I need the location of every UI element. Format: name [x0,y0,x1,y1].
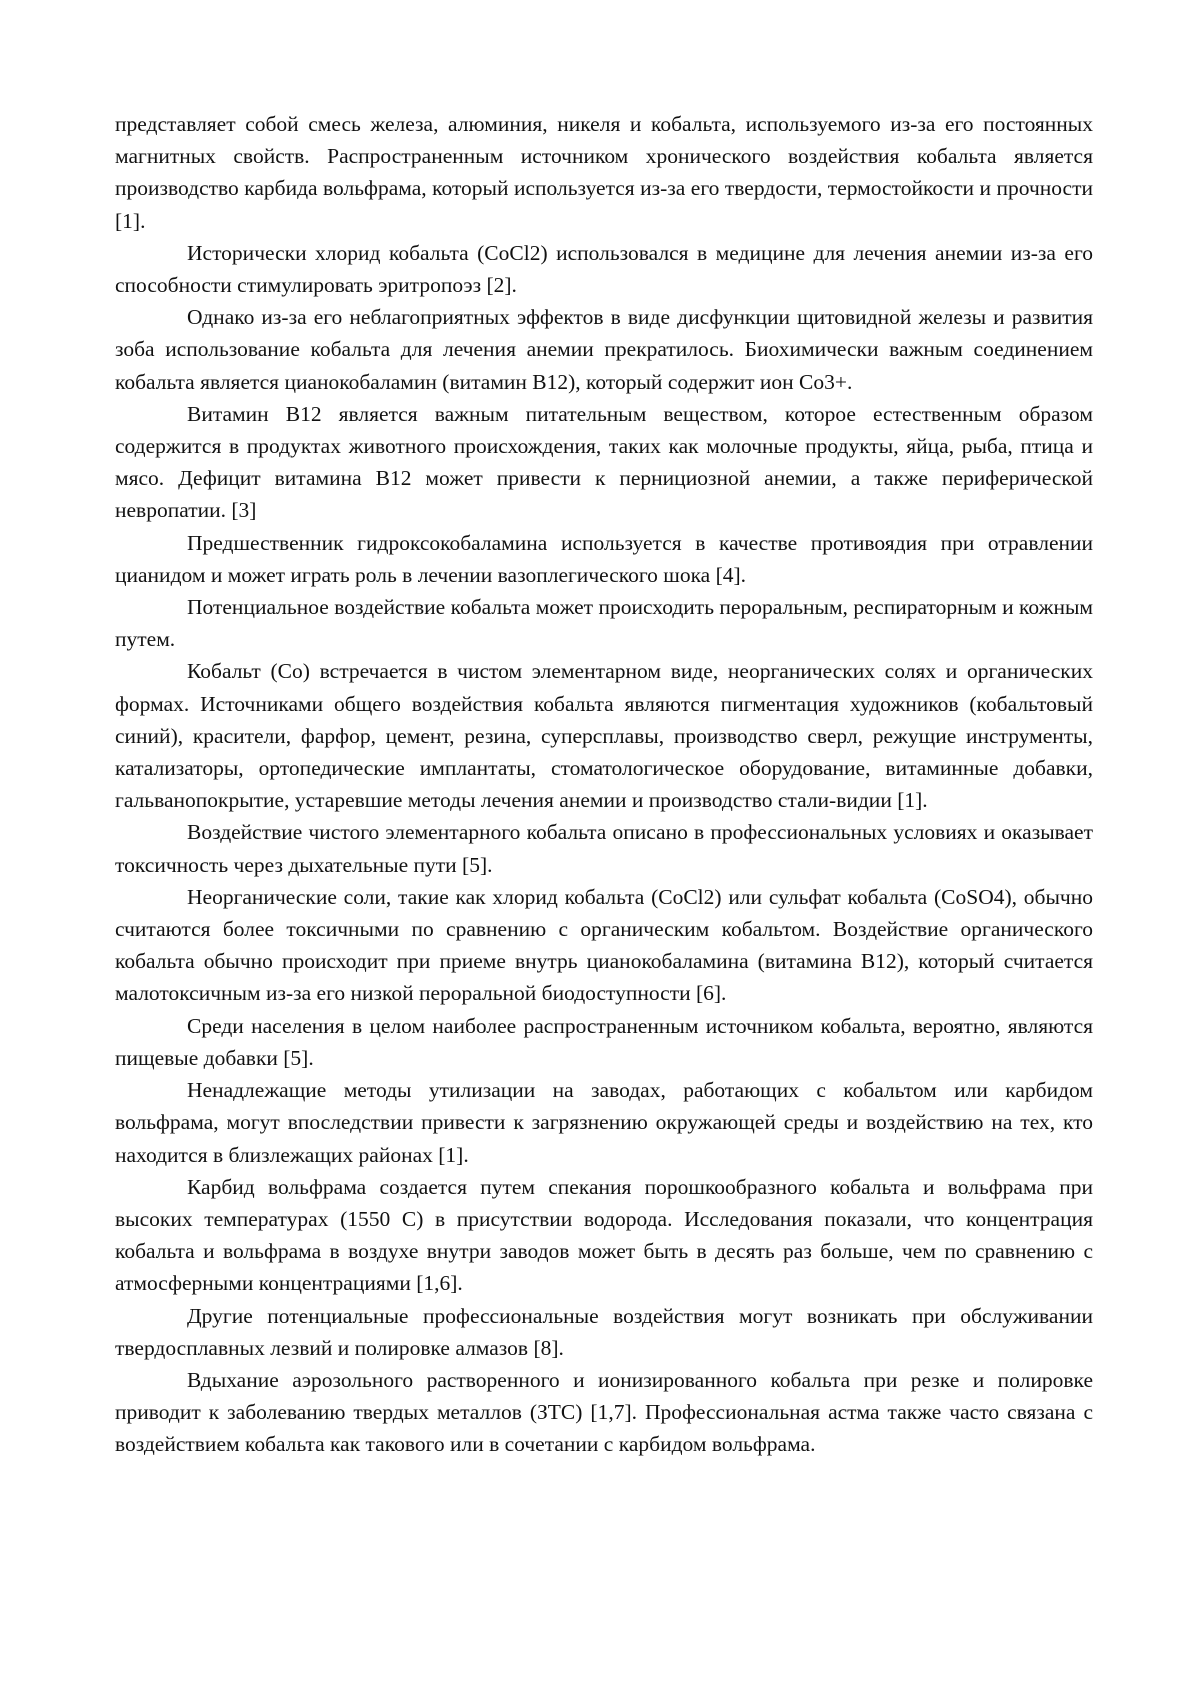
document-page [115,108,1093,1461]
paragraph: Витамин B12 является важным питательным веществом, которое естественным образом содержится в продуктах животного происхождения, таких как молочные продукты, яйца, рыба, птица и мясо. Дефицит витамина B12 может привести к пернициозной анемии, а также периферической невропатии. [3] [115,398,1093,527]
paragraph: Кобальт (Co) встречается в чистом элементарном виде, неорганических солях и органических формах. Источниками общего воздействия кобальта являются пигментация художников (кобальтовый синий), красители, фарфор, цемент, резина, суперсплавы, производство сверл, режущие инструменты, катализаторы, ортопедические имплантаты, стоматологическое оборудование, витаминные добавки, гальванопокрытие, устаревшие методы лечения анемии и производство стали-видии [1]. [115,655,1093,816]
paragraph: Ненадлежащие методы утилизации на заводах, работающих с кобальтом или карбидом вольфрама, могут впоследствии привести к загрязнению окружающей среды и воздействию на тех, кто находится в близлежащих районах [1]. [115,1074,1093,1171]
paragraph: Воздействие чистого элементарного кобальта описано в профессиональных условиях и оказывает токсичность через дыхательные пути [5]. [115,816,1093,880]
paragraph: Вдыхание аэрозольного растворенного и ионизированного кобальта при резке и полировке приводит к заболеванию твердых металлов (ЗТС) [1,7]. Профессиональная астма также часто связана с воздействием кобальта как такового или в сочетании с карбидом вольфрама. [115,1364,1093,1461]
paragraph: Другие потенциальные профессиональные воздействия могут возникать при обслуживании твердосплавных лезвий и полировке алмазов [8]. [115,1300,1093,1364]
paragraph: Однако из-за его неблагоприятных эффектов в виде дисфункции щитовидной железы и развития зоба использование кобальта для лечения анемии прекратилось. Биохимически важным соединением кобальта является цианокобаламин (витамин B12), который содержит ион Co3+. [115,301,1093,398]
paragraph: Предшественник гидроксокобаламина используется в качестве противоядия при отравлении цианидом и может играть роль в лечении вазоплегического шока [4]. [115,527,1093,591]
paragraph: Среди населения в целом наиболее распространенным источником кобальта, вероятно, являются пищевые добавки [5]. [115,1010,1093,1074]
paragraph: Неорганические соли, такие как хлорид кобальта (CoCl2) или сульфат кобальта (CoSO4), обычно считаются более токсичными по сравнению с органическим кобальтом. Воздействие органического кобальта обычно происходит при приеме внутрь цианокобаламина (витамина B12), который считается малотоксичным из-за его низкой пероральной биодоступности [6]. [115,881,1093,1010]
paragraph: представляет собой смесь железа, алюминия, никеля и кобальта, используемого из-за его постоянных магнитных свойств. Распространенным источником хронического воздействия кобальта является производство карбида вольфрама, который используется из-за его твердости, термостойкости и прочности [1]. [115,108,1093,237]
paragraph: Карбид вольфрама создается путем спекания порошкообразного кобальта и вольфрама при высоких температурах (1550 C) в присутствии водорода. Исследования показали, что концентрация кобальта и вольфрама в воздухе внутри заводов может быть в десять раз больше, чем по сравнению с атмосферными концентрациями [1,6]. [115,1171,1093,1300]
paragraph: Исторически хлорид кобальта (CoCl2) использовался в медицине для лечения анемии из-за его способности стимулировать эритропоэз [2]. [115,237,1093,301]
paragraph: Потенциальное воздействие кобальта может происходить пероральным, респираторным и кожным путем. [115,591,1093,655]
